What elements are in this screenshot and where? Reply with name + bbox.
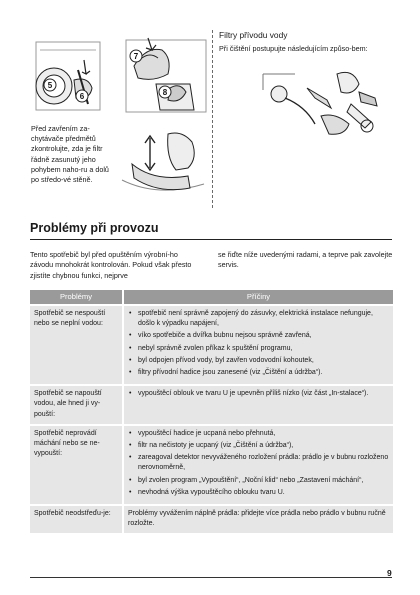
causes-cell: Problémy vyvážením náplně prádla: přidejte více prádla nebo prádlo v bubnu ručně rozložte. bbox=[123, 505, 393, 533]
filter-check-caption: Před zavřením za-chytávače předmětů zkontrolujte, zda je filtr řádně zasunutý jeho pohybem naho-ru a dolů po středo-vé stěně. bbox=[31, 124, 109, 185]
step-number: 5 bbox=[47, 81, 53, 90]
filters-section-text: Při čištění postupujte následujícím způso-bem: bbox=[219, 44, 368, 53]
cause-item: • spotřebič není správně zapojený do zásuvky, elektrická instalace nefunguje, došlo k výpadku napájení, bbox=[128, 309, 389, 329]
filter-removal-illustration bbox=[30, 30, 212, 122]
table-row bbox=[30, 305, 393, 385]
column-header-problems: Problémy bbox=[30, 290, 123, 305]
cause-item: • nevhodná výška vypouštěcího oblouku tvaru U. bbox=[128, 488, 389, 498]
page-number: 9 bbox=[387, 568, 392, 578]
step-number: 7 bbox=[133, 52, 139, 61]
section-divider bbox=[30, 239, 392, 240]
cause-item: • zareagoval detektor nevyváženého rozložení prádla: prádlo je v bubnu rozloženo nerovnoměrně, bbox=[128, 453, 389, 473]
cause-list bbox=[128, 389, 389, 399]
water-inlet-filter-illustration bbox=[255, 64, 385, 142]
footer-divider bbox=[30, 577, 392, 578]
cause-item: • filtr na nečistoty je ucpaný (viz „Čištění a údržba“), bbox=[128, 441, 389, 451]
cause-list bbox=[128, 429, 389, 498]
table-row bbox=[30, 505, 393, 533]
filter-insert-illustration bbox=[118, 124, 210, 200]
cause-item: • vypouštěcí oblouk ve tvaru U je upevněn příliš nízko (viz část „In-stalace“). bbox=[128, 389, 389, 399]
intro-text-left: Tento spotřebič byl před opuštěním výrobní-ho závodu mnohokrát kontrolován. Pokud však přesto zjistíte chybnou funkci, nejprve bbox=[30, 250, 192, 280]
troubleshooting-table bbox=[30, 290, 393, 533]
causes-cell bbox=[123, 425, 393, 505]
problem-cell: Spotřebič se nespouští nebo se neplní vodou: bbox=[30, 305, 123, 385]
cause-item: • byl odpojen přívod vody, byl zavřen vodovodní kohoutek, bbox=[128, 356, 389, 366]
problem-cell: Spotřebič neodstřeďu-je: bbox=[30, 505, 123, 533]
cause-item: • byl zvolen program „Vypouštění“, „Noční klid“ nebo „Zastavení máchání“, bbox=[128, 476, 389, 486]
cause-item: • filtry přívodní hadice jsou zanesené (viz „Čištění a údržba“). bbox=[128, 368, 389, 378]
table-header-row bbox=[30, 290, 393, 305]
causes-cell bbox=[123, 385, 393, 425]
cause-list bbox=[128, 309, 389, 378]
causes-cell bbox=[123, 305, 393, 385]
cause-item: • vypouštěcí hadice je ucpaná nebo přehnutá, bbox=[128, 429, 389, 439]
column-header-causes: Příčiny bbox=[123, 290, 393, 305]
table-row bbox=[30, 385, 393, 425]
cause-item: • nebyl správně zvolen příkaz k spuštění programu, bbox=[128, 344, 389, 354]
problem-cell: Spotřebič neprovádí máchání nebo se ne-vypouští: bbox=[30, 425, 123, 505]
problem-cell: Spotřebič se napouští vodou, ale hned ji vy-pouští: bbox=[30, 385, 123, 425]
cause-item: • víko spotřebiče a dvířka bubnu nejsou správně zavřená, bbox=[128, 331, 389, 341]
step-number: 8 bbox=[162, 88, 168, 97]
column-divider bbox=[212, 30, 213, 208]
intro-text-right: se řiďte níže uvedenými radami, a teprve pak zavolejte servis. bbox=[218, 250, 393, 270]
page-title: Problémy při provozu bbox=[30, 221, 159, 235]
step-number: 6 bbox=[79, 92, 85, 101]
filters-section-title: Filtry přívodu vody bbox=[219, 30, 288, 40]
table-row bbox=[30, 425, 393, 505]
